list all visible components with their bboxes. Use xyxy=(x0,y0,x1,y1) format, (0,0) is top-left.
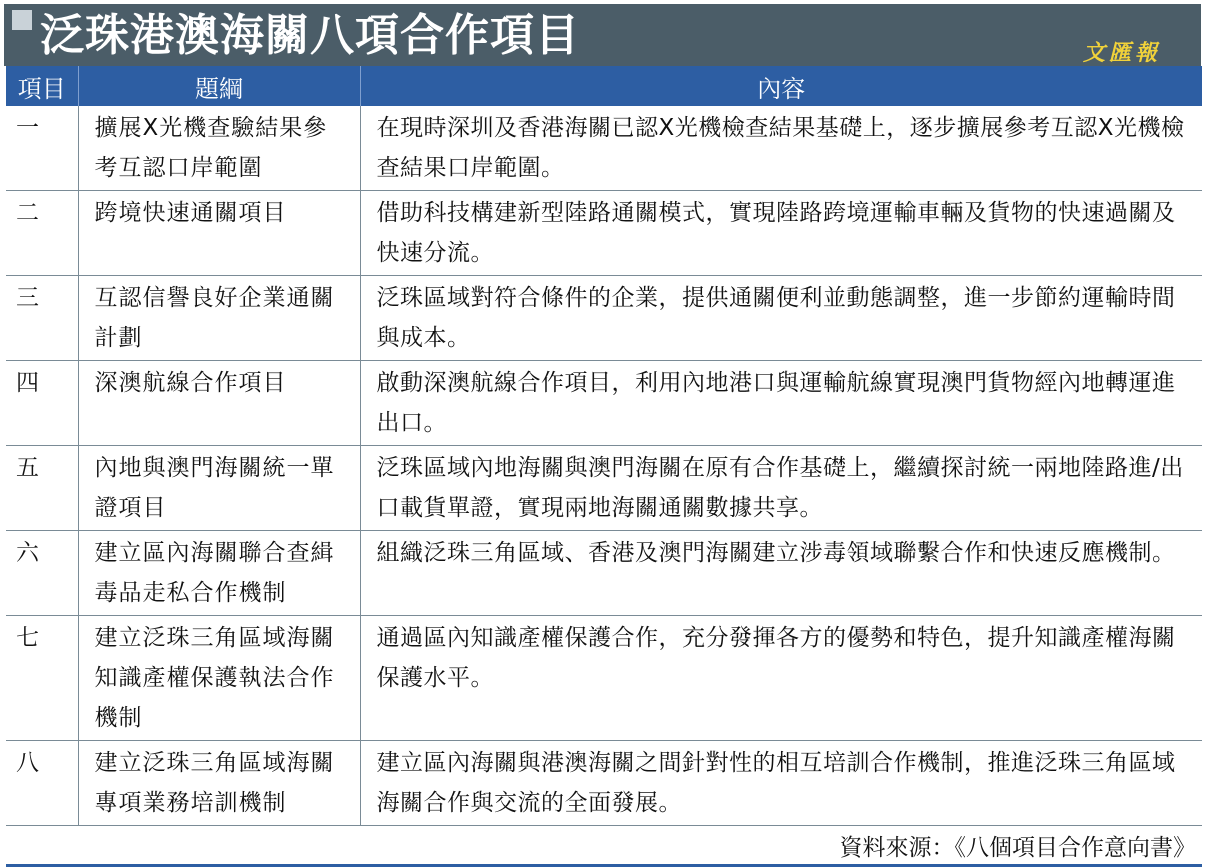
row-number: 六 xyxy=(6,531,78,616)
publisher-logo: 文匯報 xyxy=(1082,40,1161,66)
row-topic: 深澳航線合作項目 xyxy=(78,361,360,446)
table-row xyxy=(6,106,1202,191)
row-content: 泛珠區域內地海關與澳門海關在原有合作基礎上，繼續探討統一兩地陸路進/出口載貨單證，實現兩地海關通關數據共享。 xyxy=(360,446,1202,531)
row-number: 七 xyxy=(6,616,78,741)
header-topic: 題綱 xyxy=(78,66,360,106)
source-row xyxy=(6,826,1202,866)
row-topic: 擴展X光機查驗結果參考互認口岸範圍 xyxy=(78,106,360,191)
title-bar xyxy=(4,4,1201,66)
row-content: 泛珠區域對符合條件的企業，提供通關便利並動態調整，進一步節約運輸時間與成本。 xyxy=(360,276,1202,361)
source-note: 資料來源：《八個項目合作意向書》 xyxy=(6,826,1202,866)
page-title: 泛珠港澳海關八項合作項目 xyxy=(40,10,580,61)
table-row xyxy=(6,616,1202,741)
row-topic: 內地與澳門海關統一單證項目 xyxy=(78,446,360,531)
table-row xyxy=(6,276,1202,361)
row-number: 四 xyxy=(6,361,78,446)
row-content: 通過區內知識產權保護合作，充分發揮各方的優勢和特色，提升知識產權海關保護水平。 xyxy=(360,616,1202,741)
row-number: 二 xyxy=(6,191,78,276)
row-content: 組織泛珠三角區域、香港及澳門海關建立涉毒領域聯繫合作和快速反應機制。 xyxy=(360,531,1202,616)
row-number: 八 xyxy=(6,741,78,826)
header-number: 項目 xyxy=(6,66,78,106)
cooperation-table xyxy=(6,66,1202,867)
row-number: 三 xyxy=(6,276,78,361)
row-topic: 跨境快速通關項目 xyxy=(78,191,360,276)
row-topic: 互認信譽良好企業通關計劃 xyxy=(78,276,360,361)
table-row xyxy=(6,191,1202,276)
table-header-row xyxy=(6,66,1202,106)
row-topic: 建立泛珠三角區域海關知識產權保護執法合作機制 xyxy=(78,616,360,741)
table-row xyxy=(6,531,1202,616)
row-content: 借助科技構建新型陸路通關模式，實現陸路跨境運輸車輛及貨物的快速過關及快速分流。 xyxy=(360,191,1202,276)
header-content: 內容 xyxy=(360,66,1202,106)
row-content: 啟動深澳航線合作項目，利用內地港口與運輸航線實現澳門貨物經內地轉運進出口。 xyxy=(360,361,1202,446)
row-content: 建立區內海關與港澳海關之間針對性的相互培訓合作機制，推進泛珠三角區域海關合作與交流的全面發展。 xyxy=(360,741,1202,826)
row-content: 在現時深圳及香港海關已認X光機檢查結果基礎上，逐步擴展參考互認X光機檢查結果口岸範圍。 xyxy=(360,106,1202,191)
row-topic: 建立區內海關聯合查緝毒品走私合作機制 xyxy=(78,531,360,616)
table-row xyxy=(6,741,1202,826)
row-number: 一 xyxy=(6,106,78,191)
table-row xyxy=(6,446,1202,531)
title-decor-square xyxy=(12,10,32,30)
table-row xyxy=(6,361,1202,446)
row-number: 五 xyxy=(6,446,78,531)
row-topic: 建立泛珠三角區域海關專項業務培訓機制 xyxy=(78,741,360,826)
